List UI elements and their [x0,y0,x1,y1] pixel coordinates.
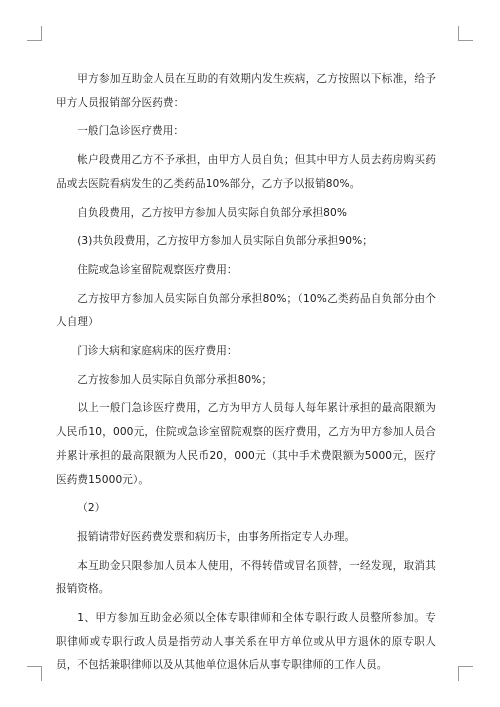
document-body [56,68,436,683]
crop-mark-top-left [27,26,42,41]
crop-mark-bottom-right [458,666,473,681]
paragraph-heading-outpatient: 一般门急诊医疗费用： [77,125,185,138]
paragraph-inpatient-rate: 乙方按甲方参加人员实际自负部分承担80%；（10%乙类药品自负部分由个人自理） [56,292,436,329]
paragraph-major-illness-rate: 乙方按参加人员实际自负部分承担80%； [77,373,273,386]
paragraph-self-pay-segment: 自负段费用，乙方按甲方参加人员实际自负部分承担80% [77,206,347,219]
paragraph-intro: 甲方参加互助金人员在互助的有效期内发生疾病，乙方按照以下标准，给予甲方人员报销部分医药费： [56,73,436,109]
paragraph-section-number: （2） [77,502,106,515]
paragraph-limits: 以上一般门急诊医疗费用，乙方为甲方人员每人每年累计承担的最高限额为人民币10，000元，住院或急诊室留院观察的医疗费用，乙方为甲方参加人员合并累计承担的最高限额为人民币20，000元（其中手术费限额为5000元，医疗医药费15000元）。 [56,402,436,486]
crop-mark-bottom-left [27,666,42,681]
paragraph-account-segment: 帐户段费用乙方不予承担，由甲方人员自负；但其中甲方人员去药房购买药品或去医院看病发生的乙类药品10%部分，乙方予以报销80%。 [56,154,436,190]
crop-mark-top-right [458,26,473,41]
paragraph-heading-inpatient: 住院或急诊室留院观察医疗费用： [77,263,238,276]
paragraph-usage-restriction: 本互助金只限参加人员本人使用，不得转借或冒名顶替，一经发现，取消其报销资格。 [56,559,436,596]
paragraph-clause-1: 1、甲方参加互助金必须以全体专职律师和全体专职行政人员整所参加。专职律师或专职行政人员是指劳动人事关系在甲方单位或从甲方退休的原专职人员，不包括兼职律师以及从其他单位退休后从事专职律师的工作人员。 [56,612,436,672]
paragraph-co-pay-segment: (3)共负段费用，乙方按甲方参加人员实际自负部分承担90%； [77,235,373,248]
paragraph-heading-major-illness: 门诊大病和家庭病床的医疗费用： [77,345,238,358]
paragraph-reimbursement-procedure: 报销请带好医药费发票和病历卡，由事务所指定专人办理。 [77,530,356,543]
